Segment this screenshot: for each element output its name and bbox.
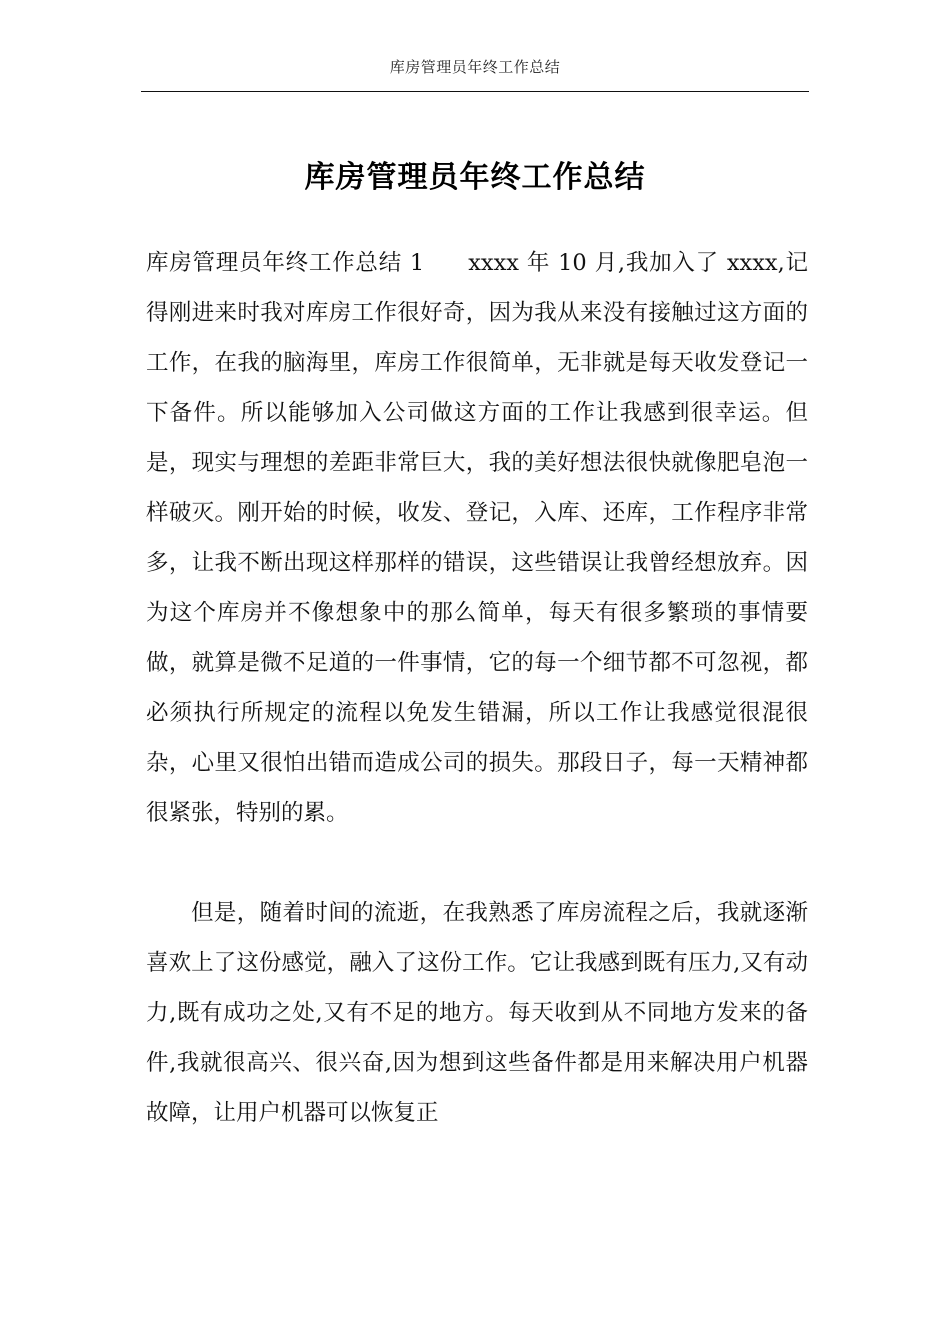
header-divider: [141, 91, 809, 92]
running-header: 库房管理员年终工作总结: [389, 58, 561, 76]
paragraph-1: [146, 238, 808, 838]
document-body: [146, 238, 808, 1138]
paragraph-1-text: xxxx 年 10 月,我加入了 xxxx,记得刚进来时我对库房工作很好奇，因为我从来没有接触过这方面的工作，在我的脑海里，库房工作很简单，无非就是每天收发登记一下备件。所以能够加入公司做这方面的工作让我感到很幸运。但是，现实与理想的差距非常巨大，我的美好想法很快就像肥皂泡一样破灭。刚开始的时候，收发、登记，入库、还库，工作程序非常多，让我不断出现这样那样的错误，这些错误让我曾经想放弃。因为这个库房并不像想象中的那么简单，每天有很多繁琐的事情要做，就算是微不足道的一件事情，它的每一个细节都不可忽视，都必须执行所规定的流程以免发生错漏，所以工作让我感觉很混很杂，心里又很怕出错而造成公司的损失。那段日子，每一天精神都很紧张，特别的累。: [146, 250, 808, 826]
paragraph-1-lead: 库房管理员年终工作总结 1: [146, 250, 425, 276]
document-title: 库房管理员年终工作总结: [304, 160, 646, 195]
paragraph-2: 但是，随着时间的流逝，在我熟悉了库房流程之后，我就逐渐喜欢上了这份感觉，融入了这份工作。它让我感到既有压力,又有动力,既有成功之处,又有不足的地方。每天收到从不同地方发来的备件,我就很高兴、很兴奋,因为想到这些备件都是用来解决用户机器故障，让用户机器可以恢复正: [146, 900, 808, 1126]
